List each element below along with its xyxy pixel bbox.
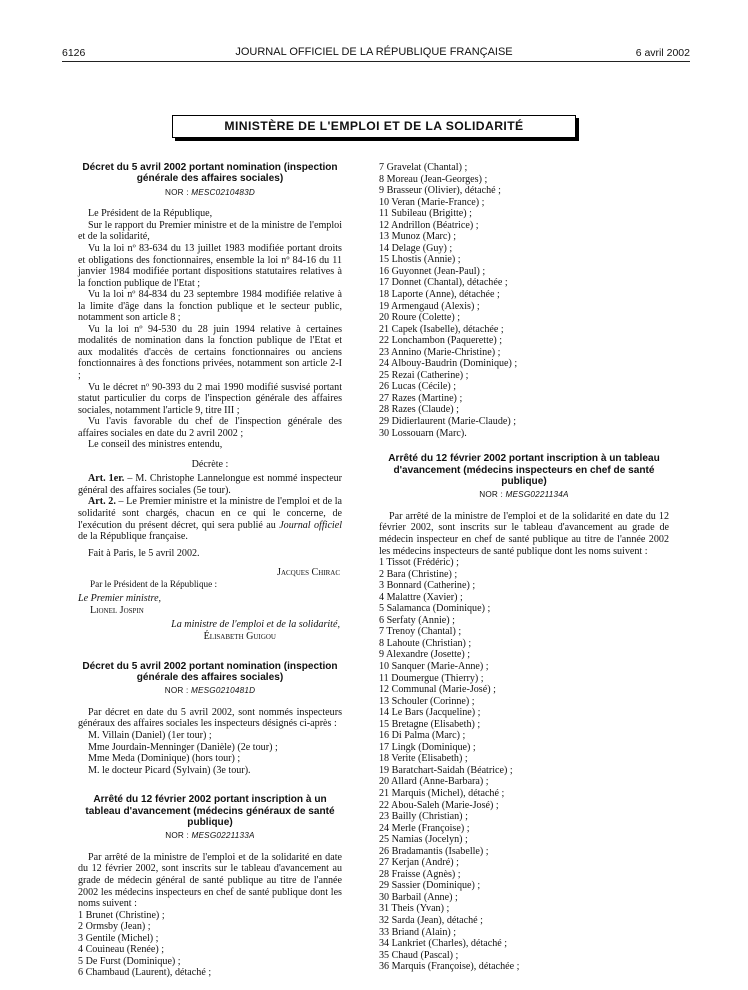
ministry-banner bbox=[172, 115, 576, 138]
arrete1-title: Arrêté du 12 février 2002 portant inscription à un tableau d'avancement (médecins généraux de santé publique) bbox=[85, 794, 335, 828]
list-item: 17 Donnet (Chantal), détachée ; bbox=[379, 277, 508, 289]
list-item: 8 Moreau (Jean-Georges) ; bbox=[379, 173, 488, 185]
nor-code: MESG0221134A bbox=[505, 490, 569, 500]
list-item: 1 Brunet (Christine) ; bbox=[78, 909, 165, 921]
nor-label: NOR : bbox=[164, 686, 189, 696]
journal-title: JOURNAL OFFICIEL DE LA RÉPUBLIQUE FRANÇAISE bbox=[235, 46, 513, 58]
list-item: 28 Fraisse (Agnès) ; bbox=[379, 868, 461, 880]
decree1-title: Décret du 5 avril 2002 portant nomination (inspection générale des affaires sociales) bbox=[82, 162, 338, 185]
list-item: 36 Marquis (Françoise), détachée ; bbox=[379, 961, 520, 973]
page-number: 6126 bbox=[62, 47, 86, 59]
paragraph: Vu la loi nº 94-530 du 28 juin 1994 relative à certaines modalités de nomination dans la fonction publique de l'Etat et aux modalités d'accès de certains fonctionnaires ou anciens fonctionnaires à des fonctions privées, notamment son article 2-I ; bbox=[78, 323, 342, 382]
paragraph: Par arrêté de la ministre de l'emploi et de la solidarité en date du 12 février 2002, sont inscrits sur le tableau d'avancement au grade de médecin inspecteur en chef de santé publique au titre de l'année 2002 les médecins inspecteurs de santé publique dont les noms suivent : bbox=[379, 510, 669, 557]
paragraph: Le conseil des ministres entendu, bbox=[88, 439, 223, 451]
arrete1-list-right bbox=[379, 162, 669, 439]
left-column bbox=[78, 162, 342, 979]
list-item: Mme Jourdain-Menninger (Danièle) (2e tour) ; bbox=[88, 741, 278, 753]
list-item: 24 Merle (Françoise) ; bbox=[379, 822, 470, 834]
list-item: 17 Lingk (Dominique) ; bbox=[379, 741, 476, 753]
list-item: 25 Rezai (Catherine) ; bbox=[379, 369, 469, 381]
article-1 bbox=[78, 473, 342, 496]
article-text: – M. Christophe Lannelongue est nommé inspecteur général des affaires sociales (5e tour). bbox=[78, 473, 343, 496]
list-item: 6 Chambaud (Laurent), détaché ; bbox=[78, 967, 212, 979]
nor-label: NOR : bbox=[165, 831, 189, 841]
nor-code: MESG0210481D bbox=[190, 686, 256, 696]
list-item: 6 Serfaty (Annie) ; bbox=[379, 614, 455, 626]
list-item: 2 Bara (Christine) ; bbox=[379, 568, 458, 580]
decree1-section bbox=[78, 162, 342, 643]
list-item: 4 Couineau (Renée) ; bbox=[78, 944, 165, 956]
list-item: 3 Bonnard (Catherine) ; bbox=[379, 580, 476, 592]
decree2-title: Décret du 5 avril 2002 portant nomination (inspection générale des affaires sociales) bbox=[82, 660, 338, 683]
arrete2-nor bbox=[379, 489, 669, 501]
list-item: 9 Alexandre (Josette) ; bbox=[379, 649, 471, 661]
arrete2-title: Arrêté du 12 février 2002 portant inscription à un tableau d'avancement (médecins inspecteurs en chef de santé publique) bbox=[388, 453, 660, 487]
paragraph: Le Président de la République, bbox=[88, 208, 213, 220]
paragraph: Sur le rapport du Premier ministre et de la ministre de l'emploi et de la solidarité, bbox=[78, 219, 342, 243]
paragraph: Vu le décret nº 90-393 du 2 mai 1990 modifié susvisé portant statut particulier du corps de l'inspection générale des affaires sociales, notamment l'article 9, titre III ; bbox=[78, 381, 342, 416]
list-item: 3 Gentile (Michel) ; bbox=[78, 932, 159, 944]
article-label: Art. 1er. bbox=[88, 473, 125, 485]
list-item: 8 Lahoute (Christian) ; bbox=[379, 637, 472, 649]
list-item: 11 Subileau (Brigitte) ; bbox=[379, 208, 472, 220]
list-item: 22 Lonchambon (Paquerette) ; bbox=[379, 335, 503, 347]
par-le-president: Par le Président de la République : bbox=[90, 578, 218, 589]
list-item: 32 Sarda (Jean), détaché ; bbox=[379, 915, 483, 927]
list-item: 7 Gravelat (Chantal) ; bbox=[379, 162, 468, 173]
decree1-nor bbox=[78, 187, 342, 199]
list-item: 14 Delage (Guy) ; bbox=[379, 242, 453, 254]
ministry-title: MINISTÈRE DE L'EMPLOI ET DE LA SOLIDARITÉ bbox=[224, 119, 524, 133]
paragraph: Vu l'avis favorable du chef de l'inspection générale des affaires sociales en date du 2 avril 2002 ; bbox=[78, 416, 342, 439]
paragraph: Vu la loi nº 84-834 du 23 septembre 1984 modifiée relative à la limite d'âge dans la fonction publique et le secteur public, notamment son article 8 ; bbox=[78, 289, 342, 324]
list-item: 26 Bradamantis (Isabelle) ; bbox=[379, 845, 489, 857]
paragraph: Par arrêté de la ministre de l'emploi et de la solidarité en date du 12 février 2002, sont inscrits sur le tableau d'avancement au grade de médecin général de santé publique au titre de l'année 2002 les médecins inspecteurs en chef de santé publique dont les noms suivent : bbox=[78, 851, 342, 910]
signature-president: Jacques Chirac bbox=[277, 567, 340, 579]
list-item: 29 Didierlaurent (Marie-Claude) ; bbox=[379, 416, 517, 428]
list-item: 2 Ormsby (Jean) ; bbox=[78, 921, 151, 933]
list-item: 29 Sassier (Dominique) ; bbox=[379, 880, 481, 892]
list-item: 19 Armengaud (Alexis) ; bbox=[379, 300, 480, 312]
ministre-title: La ministre de l'emploi et de la solidarité, bbox=[171, 619, 340, 631]
list-item: 20 Allard (Anne-Barbara) ; bbox=[379, 776, 489, 788]
list-item: 20 Roure (Colette) ; bbox=[379, 312, 461, 324]
nor-label: NOR : bbox=[164, 187, 189, 197]
fait-a-paris: Fait à Paris, le 5 avril 2002. bbox=[88, 547, 200, 559]
article-text: de la République française. bbox=[78, 531, 188, 543]
decree2-nor bbox=[78, 685, 342, 697]
list-item: 15 Lhostis (Annie) ; bbox=[379, 254, 461, 266]
list-item: 12 Communal (Marie-José) ; bbox=[379, 684, 496, 696]
list-item: Mme Meda (Dominique) (hors tour) ; bbox=[88, 753, 241, 765]
list-item: 30 Barbail (Anne) ; bbox=[379, 891, 458, 903]
list-item: 4 Malattre (Xavier) ; bbox=[379, 591, 463, 603]
list-item: 22 Abou-Saleh (Marie-José) ; bbox=[379, 799, 499, 811]
list-item: 23 Bailly (Christian) ; bbox=[379, 811, 468, 823]
list-item: 11 Doumergue (Thierry) ; bbox=[379, 672, 484, 684]
article-text: – Le Premier ministre et la ministre de l'emploi et de la solidarité sont chargés, chacun en ce qui le concerne, de l'exécution du présent décret, qui sera publié au bbox=[78, 496, 343, 531]
arrete1-list-left bbox=[78, 910, 342, 979]
list-item: 21 Capek (Isabelle), détachée ; bbox=[379, 323, 504, 335]
list-item: 12 Andrillon (Béatrice) ; bbox=[379, 219, 479, 231]
list-item: 19 Baratchart-Saidah (Béatrice) ; bbox=[379, 764, 513, 776]
nor-code: MESG0221133A bbox=[191, 831, 255, 841]
list-item: 30 Lossouarn (Marc). bbox=[379, 427, 467, 439]
list-item: 18 Laporte (Anne), détachée ; bbox=[379, 289, 500, 301]
list-item: M. le docteur Picard (Sylvain) (3e tour). bbox=[88, 764, 251, 776]
list-item: 33 Briand (Alain) ; bbox=[379, 926, 457, 938]
list-item: 16 Di Palma (Marc) ; bbox=[379, 730, 466, 742]
list-item: 9 Brasseur (Olivier), détaché ; bbox=[379, 185, 501, 197]
paragraph: Vu la loi nº 83-634 du 13 juillet 1983 modifiée portant droits et obligations des fonctionnaires, ensemble la loi nº 84-16 du 11 janvier 1984 modifiée portant dispositions statutaires relatives à la fonction publique de l'Etat ; bbox=[78, 243, 342, 289]
list-item: 28 Razes (Claude) ; bbox=[379, 404, 459, 416]
list-item: 27 Kerjan (André) ; bbox=[379, 857, 459, 869]
list-item: 27 Razes (Martine) ; bbox=[379, 392, 463, 404]
list-item: 5 Salamanca (Dominique) ; bbox=[379, 603, 491, 615]
list-item: 13 Munoz (Marc) ; bbox=[379, 231, 457, 243]
list-item: 21 Marquis (Michel), détaché ; bbox=[379, 788, 505, 800]
arrete1-section bbox=[78, 794, 342, 979]
right-column bbox=[379, 162, 669, 973]
list-item: 25 Namias (Jocelyn) ; bbox=[379, 834, 468, 846]
decrete-heading: Décrète : bbox=[191, 458, 229, 470]
list-item: 7 Trenoy (Chantal) ; bbox=[379, 626, 462, 638]
list-item: 35 Chaud (Pascal) ; bbox=[379, 949, 459, 961]
arrete2-section bbox=[379, 453, 669, 973]
list-item: 23 Annino (Marie-Christine) ; bbox=[379, 346, 501, 358]
arrete1-nor bbox=[78, 830, 342, 842]
premier-ministre-title: Le Premier ministre, bbox=[78, 593, 162, 605]
paragraph: Par décret en date du 5 avril 2002, sont nommés inspecteurs généraux des affaires sociales les inspecteurs désignés ci-après : bbox=[78, 706, 342, 730]
list-item: 26 Lucas (Cécile) ; bbox=[379, 381, 457, 393]
premier-ministre-name: Lionel Jospin bbox=[90, 604, 144, 616]
list-item: 15 Bretagne (Elisabeth) ; bbox=[379, 718, 481, 730]
list-item: 24 Albouy-Baudrin (Dominique) ; bbox=[379, 358, 518, 370]
list-item: 10 Sanquer (Marie-Anne) ; bbox=[379, 661, 489, 672]
issue-date: 6 avril 2002 bbox=[635, 47, 690, 59]
list-item: 14 Le Bars (Jacqueline) ; bbox=[379, 707, 481, 719]
list-item: 31 Theis (Yvan) ; bbox=[379, 903, 450, 915]
decree2-section bbox=[78, 661, 342, 777]
arrete2-list bbox=[379, 557, 669, 973]
article-label: Art. 2. bbox=[88, 496, 116, 508]
list-item: 34 Lankriet (Charles), détaché ; bbox=[379, 938, 508, 950]
list-item: M. Villain (Daniel) (1er tour) ; bbox=[88, 729, 212, 741]
nor-code: MESC0210483D bbox=[191, 187, 256, 197]
ministre-name: Élisabeth Guigou bbox=[203, 630, 276, 642]
list-item: 16 Guyonnet (Jean-Paul) ; bbox=[379, 265, 486, 277]
nor-label: NOR : bbox=[479, 490, 503, 500]
list-item: 5 De Furst (Dominique) ; bbox=[78, 955, 181, 967]
appointee-list bbox=[78, 730, 342, 776]
list-item: 13 Schouler (Corinne) ; bbox=[379, 695, 475, 707]
header-rule bbox=[62, 61, 690, 62]
list-item: 18 Verite (Elisabeth) ; bbox=[379, 753, 468, 765]
article-text-italic: Journal officiel bbox=[279, 519, 343, 531]
article-2 bbox=[78, 496, 342, 542]
list-item: 10 Veran (Marie-France) ; bbox=[379, 196, 485, 208]
list-item: 1 Tissot (Frédéric) ; bbox=[379, 557, 459, 569]
